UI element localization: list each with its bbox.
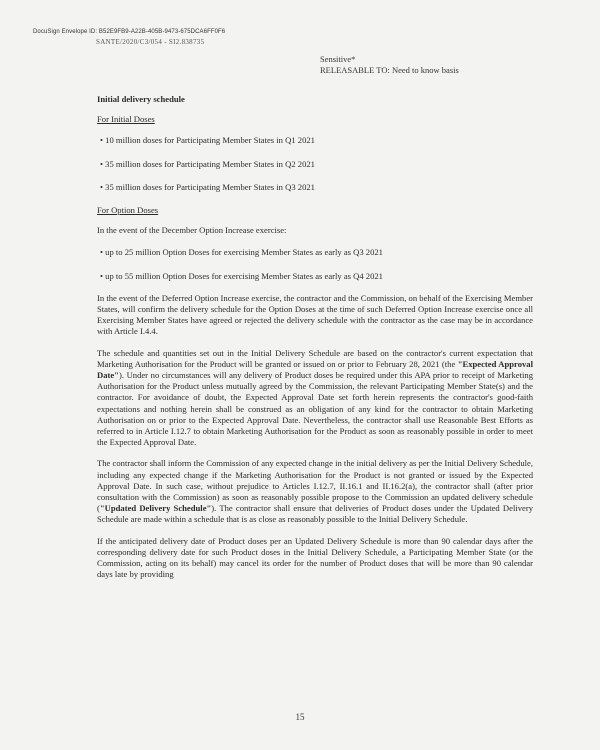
initial-dose-bullet: • 10 million doses for Participating Member States in Q1 2021 <box>100 135 315 146</box>
partial-reference-line: SANTE/2020/C3/054 - SI2.838735 <box>96 38 205 46</box>
releasable-label: RELEASABLE TO: Need to know basis <box>320 65 459 75</box>
paragraph-expected-approval <box>97 348 533 449</box>
document-body <box>97 94 533 591</box>
paragraph-deferred-option: In the event of the Deferred Option Increase exercise, the contractor and the Commission, on behalf of the Exercising Member States, will confirm the delivery schedule for the Option Doses at the time of such Deferred Option Increase exercise once all Exercising Member States have agreed or rejected the delivery schedule with the contractor as the case may be in accordance with Article I.4.4. <box>97 292 533 337</box>
paragraph-text: ). Under no circumstances will any delivery of Product doses be required under this APA prior to receipt of Marketing Authorisation for the Product unless mutually agreed by the Commission, the relevant Participating Member State(s) and the contractor. For avoidance of doubt, the Expected Approval Date set forth herein represents the contractor's good-faith expectations and nothing herein shall be construed as an obligation of any kind for the contractor to obtain Marketing Authorisation on or prior to the Expected Approval Date. Nevertheless, the contractor shall use Reasonable Best Efforts as referred to in Article I.12.7 to obtain Marketing Authorisation for the Product as soon as reasonably possible in order to meet the Expected Approval Date. <box>97 370 533 448</box>
page-number: 15 <box>295 712 305 722</box>
section-title: Initial delivery schedule <box>97 94 185 104</box>
classification-block <box>320 54 459 76</box>
initial-dose-bullet: • 35 million doses for Participating Member States in Q2 2021 <box>100 158 315 169</box>
paragraph-text: The contractor shall inform the Commission of any expected change in the initial delivery as per the Initial Delivery Schedule, including any expected change if the Marketing Authorisation for the Product is not granted or issued by the Expected Approval Date. In such case, without prejudice to Articles I.12.7, II.16.1 and II.16.2(a), the contractor shall (after prior consultation with the Commission) as soon as reasonably possible propose to the Commission an updated delivery schedule ( <box>97 458 533 514</box>
option-dose-bullet: • up to 55 million Option Doses for exercising Member States as early as Q4 2021 <box>100 270 383 281</box>
option-doses-heading: For Option Doses <box>97 205 159 216</box>
paragraph-text: The schedule and quantities set out in the Initial Delivery Schedule are based on the contractor's current expectation that Marketing Authorisation for the Product will be granted or issued on or prior to February 28, 2021 (the <box>97 347 533 369</box>
option-dose-bullet: • up to 25 million Option Doses for exercising Member States as early as Q3 2021 <box>100 247 383 258</box>
paragraph-updated-schedule <box>97 458 533 525</box>
option-intro: In the event of the December Option Increase exercise: <box>97 225 287 236</box>
initial-dose-bullet: • 35 million doses for Participating Member States in Q3 2021 <box>100 181 315 192</box>
paragraph-cancellation: If the anticipated delivery date of Product doses per an Updated Delivery Schedule is more than 90 calendar days after the corresponding delivery date for such Product doses in the Initial Delivery Schedule, a Participating Member State (or the Commission, acting on its behalf) may cancel its order for the number of Product doses that will be more than 90 calendar days late by providing <box>97 535 533 580</box>
defined-term: "Updated Delivery Schedule" <box>99 503 212 514</box>
initial-doses-heading: For Initial Doses <box>97 114 155 125</box>
sensitivity-label: Sensitive* <box>320 54 356 64</box>
docusign-envelope-id: DocuSign Envelope ID: B52E9FB9-A22B-405B-9473-675DCA6FF0F6 <box>33 29 226 35</box>
defined-term: "Expected Approval Date" <box>97 358 533 381</box>
paragraph-text: ). The contractor shall ensure that deliveries of Product doses under the Updated Delivery Schedule are made within a schedule that is as close as reasonably possible to the Initial Delivery Schedule. <box>97 503 533 525</box>
